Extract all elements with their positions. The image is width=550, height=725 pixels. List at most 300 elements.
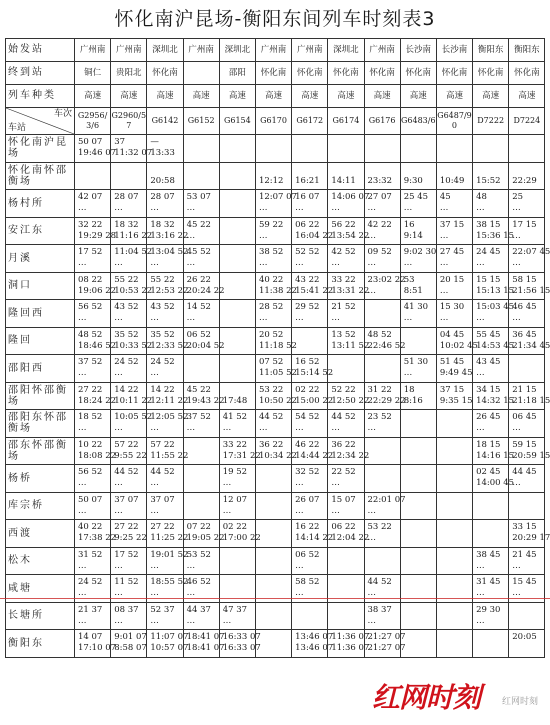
departure-time: 13:31 22 [331, 285, 370, 296]
departure-time: … [367, 285, 376, 296]
departure-time: 12:53 22 [150, 285, 189, 296]
arrival-time [220, 550, 255, 561]
time-cell [219, 630, 261, 658]
departure-time: 17:10 07 [78, 643, 117, 654]
time-cell [509, 465, 545, 493]
time-cell [219, 602, 255, 630]
time-cell [364, 355, 400, 383]
time-cell [75, 327, 117, 355]
departure-time: … [222, 615, 232, 626]
arrival-time [401, 330, 436, 341]
train-terminus: 邵阳 [219, 62, 255, 85]
departure-time: 16:33 07 [222, 643, 261, 654]
train-type: 高速 [328, 85, 364, 108]
departure-time: … [476, 615, 485, 626]
departure-time: 8:58 07 [114, 643, 147, 654]
departure-time: … [114, 505, 123, 516]
arrival-time: 07 22 [186, 522, 211, 533]
arrival-time: 9:02 30 [403, 247, 437, 258]
arrival-time: 48 52 [367, 329, 392, 340]
time-cell [364, 520, 400, 548]
arrival-time [256, 165, 291, 176]
time-cell [255, 630, 291, 658]
departure-time: … [295, 423, 304, 434]
departure-time [509, 368, 544, 379]
arrival-time: 28 07 [150, 192, 175, 203]
time-cell [183, 135, 219, 163]
departure-time [401, 451, 436, 462]
terminus-row [6, 62, 545, 85]
time-cell [400, 162, 436, 190]
departure-time: … [367, 588, 376, 599]
arrival-time: 15 45 [512, 577, 537, 588]
arrival-time: 37 15 [439, 219, 465, 230]
arrival-time: 24 52 [150, 357, 175, 368]
departure-time: … [150, 560, 159, 571]
departure-time: … [114, 313, 123, 324]
time-cell [292, 300, 328, 328]
train-code: G2960/57 [111, 108, 147, 135]
time-cell [255, 135, 291, 163]
arrival-time [473, 165, 508, 176]
departure-time: 13:11 52 [331, 340, 370, 351]
arrival-time [401, 467, 436, 478]
departure-time: … [512, 313, 521, 324]
departure-time: … [150, 615, 159, 626]
departure-time: 10:02 45 [439, 340, 478, 351]
arrival-time: 18 32 [150, 219, 175, 230]
arrival-time: 33 22 [222, 439, 248, 450]
departure-time [220, 176, 255, 187]
departure-time [184, 506, 219, 517]
departure-time: … [258, 313, 268, 324]
departure-time: … [476, 313, 485, 324]
train-origin: 广州南 [183, 39, 219, 62]
arrival-time: 58 15 [512, 274, 537, 285]
arrival-time [220, 247, 255, 258]
time-cell [328, 300, 364, 328]
arrival-time: 06 22 [331, 522, 356, 533]
arrival-time: 44 52 [331, 412, 356, 423]
time-cell [111, 630, 147, 658]
arrival-time: 9:01 07 [114, 632, 147, 643]
departure-time: 21:56 15 [512, 285, 550, 296]
train-code: G6172 [292, 108, 328, 135]
train-type: 高速 [111, 85, 147, 108]
departure-time: 14:16 15 [476, 450, 515, 461]
arrival-time: 21 45 [512, 549, 537, 560]
time-cell [436, 465, 472, 493]
departure-time: … [186, 588, 196, 599]
arrival-time: 20 52 [258, 329, 284, 340]
time-cell [436, 245, 472, 273]
arrival-time: 17 52 [114, 549, 139, 560]
departure-time: … [331, 203, 340, 214]
train-type: 高速 [400, 85, 436, 108]
time-cell [364, 630, 406, 658]
time-cell [255, 300, 291, 328]
arrival-time: 37 15 [439, 384, 465, 395]
time-cell [400, 630, 436, 658]
departure-time: 20:59 15 [512, 450, 550, 461]
time-cell [436, 300, 472, 328]
train-origin: 广州南 [292, 39, 328, 62]
station-row [6, 245, 545, 273]
arrival-time: 25 45 [403, 192, 429, 203]
arrival-time: 46 22 [295, 439, 320, 450]
departure-time: … [403, 203, 413, 214]
arrival-time: 11:04 52 [114, 247, 153, 258]
arrival-time: 59 22 [258, 219, 284, 230]
time-cell [436, 135, 472, 163]
arrival-time: 22 52 [331, 467, 356, 478]
arrival-time: 16:33 07 [222, 632, 261, 643]
arrival-time: 29 30 [476, 604, 501, 615]
departure-time: 22:29 22 [367, 395, 406, 406]
departure-time: … [439, 203, 449, 214]
time-cell [328, 355, 364, 383]
time-cell [292, 602, 328, 630]
train-type: 高速 [75, 85, 111, 108]
arrival-time: 13:04 52 [150, 247, 189, 258]
train-type-row [6, 85, 545, 108]
departure-time: 11:32 07 [114, 148, 153, 159]
departure-time: … [222, 478, 232, 489]
arrival-time [473, 137, 508, 148]
departure-time: … [512, 560, 521, 571]
arrival-time: 21 52 [331, 302, 356, 313]
time-cell [147, 272, 189, 300]
time-cell [75, 437, 117, 465]
arrival-time: 09 52 [367, 247, 392, 258]
time-cell [255, 520, 291, 548]
train-type: 高速 [219, 85, 255, 108]
departure-time: … [512, 423, 521, 434]
arrival-time [328, 577, 363, 588]
time-cell [473, 272, 515, 300]
train-origin: 长沙南 [436, 39, 472, 62]
departure-time: … [476, 258, 485, 269]
arrival-time [184, 467, 219, 478]
station-name: 邵阳西 [6, 355, 75, 383]
time-cell [328, 520, 370, 548]
departure-time: … [222, 505, 232, 516]
time-cell [328, 630, 370, 658]
departure-time: … [331, 313, 340, 324]
departure-time: … [150, 258, 159, 269]
arrival-time: 27 45 [439, 247, 465, 258]
time-cell [328, 410, 364, 438]
time-cell [111, 602, 147, 630]
station-name: 西渡 [6, 520, 75, 548]
diagonal-header-cell [6, 108, 75, 135]
station-name: 库宗桥 [6, 492, 75, 520]
arrival-time [365, 440, 400, 451]
arrival-time [437, 412, 472, 423]
arrival-time: 14:06 07 [331, 192, 370, 203]
departure-time: 18:41 07 [186, 643, 225, 654]
departure-time [184, 148, 219, 159]
arrival-time: 38 37 [367, 604, 392, 615]
time-cell [400, 465, 436, 493]
arrival-time: 12:07 07 [258, 192, 297, 203]
arrival-time [509, 357, 544, 368]
arrival-time: 50 07 [78, 137, 103, 148]
arrival-time: 13:46 07 [295, 632, 334, 643]
arrival-time: 13 52 [331, 329, 356, 340]
train-code: G6142 [147, 108, 183, 135]
departure-time: … [295, 313, 304, 324]
time-cell [400, 492, 436, 520]
train-origin: 衡阳东 [473, 39, 509, 62]
time-cell [364, 437, 400, 465]
arrival-time [365, 550, 400, 561]
time-cell [473, 327, 515, 355]
arrival-time: 48 [476, 192, 487, 203]
arrival-time [365, 165, 400, 176]
departure-time: … [512, 203, 521, 214]
departure-time: … [114, 588, 123, 599]
time-cell [75, 547, 111, 575]
station-row [6, 355, 545, 383]
departure-time [256, 643, 291, 654]
arrival-time: 47 37 [222, 604, 248, 615]
time-cell [147, 327, 189, 355]
departure-time [184, 176, 219, 187]
time-cell [509, 492, 545, 520]
arrival-time: 44 45 [512, 467, 537, 478]
arrival-time: 25 [512, 192, 524, 203]
time-cell [328, 190, 370, 218]
departure-time [328, 616, 363, 627]
departure-time [292, 616, 327, 627]
time-cell [509, 190, 545, 218]
type-label: 列车种类 [6, 85, 75, 108]
arrival-time [437, 137, 472, 148]
time-cell [473, 602, 509, 630]
time-cell [255, 410, 291, 438]
departure-time [401, 423, 436, 434]
arrival-time: 38 45 [476, 549, 501, 560]
departure-time [437, 643, 472, 654]
departure-time: … [186, 203, 196, 214]
arrival-time [437, 467, 472, 478]
station-row [6, 520, 545, 548]
departure-time: … [222, 423, 232, 434]
time-cell [473, 382, 515, 410]
arrival-time: 44 52 [150, 467, 175, 478]
time-cell [183, 630, 225, 658]
time-cell [436, 492, 472, 520]
train-code: G6483/6 [400, 108, 436, 135]
departure-time: 19:06 22 [78, 285, 117, 296]
departure-time: … [476, 423, 485, 434]
departure-time: 12:50 22 [331, 395, 370, 406]
train-code: G6170 [255, 108, 291, 135]
departure-time: 12:11 22 [150, 395, 189, 406]
departure-time: 21:27 07 [367, 643, 406, 654]
station-row [6, 300, 545, 328]
departure-time [75, 176, 110, 187]
time-cell [183, 162, 219, 190]
time-cell [147, 135, 183, 163]
arrival-time: 37 52 [186, 412, 211, 423]
time-cell [219, 520, 261, 548]
arrival-time: 21 37 [78, 604, 103, 615]
departure-time: 17:31 22 [222, 450, 261, 461]
departure-time [401, 643, 436, 654]
departure-time [437, 478, 472, 489]
arrival-time [75, 165, 110, 176]
departure-time: 13:54 22 [331, 230, 370, 241]
arrival-time [292, 137, 327, 148]
time-cell [292, 520, 334, 548]
train-label: 车次 [53, 109, 72, 119]
time-cell [183, 272, 225, 300]
arrival-time: 44 52 [114, 467, 139, 478]
time-cell [364, 327, 406, 355]
time-cell [400, 190, 436, 218]
time-cell [292, 162, 328, 190]
arrival-time: 18:41 07 [186, 632, 225, 643]
time-cell [292, 135, 328, 163]
arrival-time: 54 52 [295, 412, 320, 423]
departure-time: 14:53 45 [476, 340, 515, 351]
departure-time [256, 533, 291, 544]
arrival-time: 02 22 [295, 384, 320, 395]
time-cell [75, 135, 117, 163]
time-cell [400, 355, 436, 383]
departure-time: … [367, 615, 376, 626]
time-cell [509, 135, 545, 163]
time-cell [400, 547, 436, 575]
time-cell [147, 410, 189, 438]
arrival-time: 32 52 [295, 467, 320, 478]
arrival-time [220, 385, 255, 396]
arrival-time: 45 22 [186, 219, 211, 230]
time-cell [328, 492, 364, 520]
departure-time: 16:21 [295, 175, 320, 186]
departure-time: 15:14 52 [295, 368, 334, 379]
train-terminus [183, 62, 219, 85]
train-terminus: 铜仁 [75, 62, 111, 85]
origin-label: 始发站 [6, 39, 75, 62]
departure-time: … [331, 505, 340, 516]
time-cell [255, 272, 297, 300]
time-cell [219, 355, 255, 383]
train-terminus: 怀化南 [364, 62, 400, 85]
arrival-time: 31 45 [476, 577, 501, 588]
time-cell [219, 300, 255, 328]
arrival-time: 42 22 [367, 219, 392, 230]
station-label: 车站 [8, 123, 27, 133]
departure-time [437, 148, 472, 159]
arrival-time: 45 [439, 192, 451, 203]
arrival-time: 48 52 [78, 329, 103, 340]
departure-time: 17:38 22 [78, 533, 117, 544]
arrival-time [437, 495, 472, 506]
station-row [6, 630, 545, 658]
time-cell [255, 602, 291, 630]
time-cell [509, 327, 550, 355]
arrival-time: 17 15 [512, 219, 537, 230]
departure-time: 14:44 22 [295, 450, 334, 461]
station-row [6, 190, 545, 218]
departure-time: 15:13 15 [476, 285, 515, 296]
arrival-time: 21 15 [512, 384, 537, 395]
arrival-time: 02 22 [222, 522, 248, 533]
time-cell [473, 190, 509, 218]
station-name: 隆回西 [6, 300, 75, 328]
arrival-time [365, 467, 400, 478]
time-cell [219, 217, 255, 245]
arrival-time [220, 577, 255, 588]
arrival-time: 41 52 [222, 412, 248, 423]
time-cell [400, 217, 436, 245]
departure-time: … [331, 423, 340, 434]
departure-time: … [295, 505, 304, 516]
arrival-time: 31 52 [78, 549, 103, 560]
arrival-time: 52 37 [150, 604, 175, 615]
time-cell [473, 162, 509, 190]
time-cell [255, 190, 297, 218]
departure-time: … [114, 368, 123, 379]
time-cell [364, 162, 400, 190]
arrival-time: 32 22 [78, 219, 103, 230]
arrival-time: 20:05 [512, 632, 537, 643]
departure-time [401, 341, 436, 352]
arrival-time: 08 22 [78, 274, 103, 285]
departure-time: 12:34 22 [331, 450, 370, 461]
time-cell [219, 135, 255, 163]
departure-time: … [476, 203, 485, 214]
departure-time [401, 148, 436, 159]
departure-time [401, 561, 436, 572]
departure-time [437, 451, 472, 462]
train-origin: 广州南 [111, 39, 147, 62]
arrival-time: 24 45 [476, 247, 501, 258]
departure-time: 15:52 [476, 175, 501, 186]
time-cell [364, 602, 400, 630]
time-cell [292, 355, 334, 383]
time-cell [75, 272, 117, 300]
time-cell [436, 547, 472, 575]
departure-time [365, 561, 400, 572]
time-cell [509, 437, 550, 465]
train-origin: 广州南 [255, 39, 291, 62]
arrival-time: 06 45 [512, 412, 537, 423]
time-cell [75, 245, 111, 273]
departure-time: … [78, 505, 87, 516]
departure-time: 17:48 [222, 395, 248, 406]
time-cell [183, 190, 219, 218]
arrival-time: 04 45 [439, 329, 465, 340]
arrival-time: 55 22 [150, 274, 175, 285]
time-cell [436, 162, 472, 190]
departure-time [328, 148, 363, 159]
departure-time: 10:53 22 [114, 285, 153, 296]
train-origin: 深圳北 [328, 39, 364, 62]
arrival-time: 42 52 [331, 247, 356, 258]
time-cell [111, 520, 147, 548]
departure-time: 12:12 [258, 175, 284, 186]
station-name: 邵阳东怀邵衡场 [6, 410, 75, 438]
arrival-time: 35 52 [114, 329, 139, 340]
time-cell [328, 382, 370, 410]
time-cell [400, 520, 436, 548]
arrival-time: 56 52 [78, 467, 103, 478]
watermark-logo: 红网时刻 [372, 681, 481, 714]
